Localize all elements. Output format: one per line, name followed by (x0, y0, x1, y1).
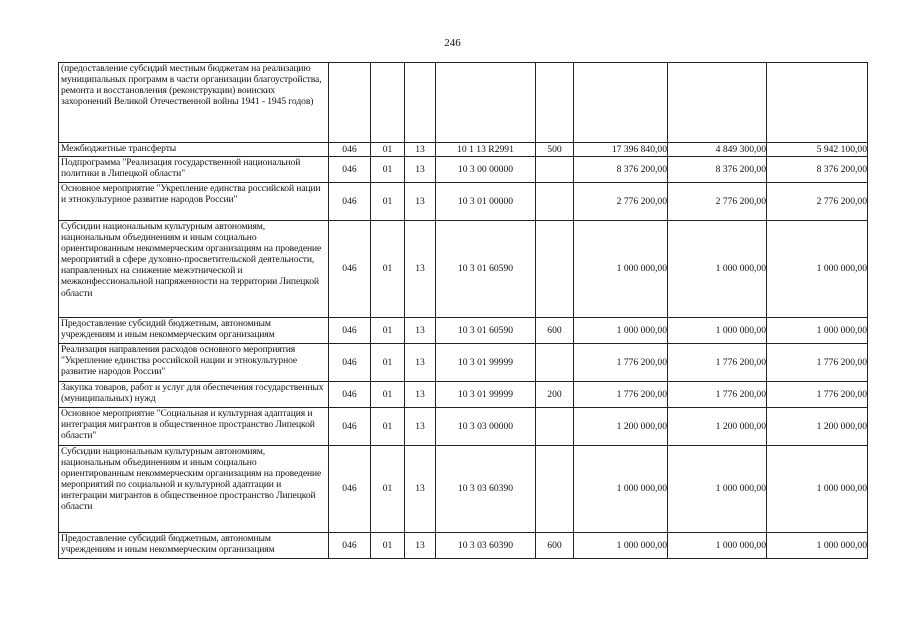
cell-sum-1: 1 000 000,00 (574, 221, 668, 318)
cell-name: Субсидии национальным культурным автономиям, национальным объединениям и иным социально ориентированным некоммерческим организациям на проведение мероприятий по социальной и культурной адаптации и интеграции мигрантов в общественное пространство Липецкой области (59, 446, 329, 533)
cell-subsection (405, 63, 436, 143)
cell-ministry-code: 046 (329, 221, 371, 318)
cell-sum-2: 4 849 300,00 (668, 143, 767, 157)
cell-ministry-code: 046 (329, 143, 371, 157)
cell-sum-1: 1 776 200,00 (574, 344, 668, 382)
cell-expense-type (536, 408, 574, 446)
cell-target-article: 10 3 01 60590 (436, 318, 536, 344)
cell-sum-3: 1 000 000,00 (767, 446, 868, 533)
cell-subsection: 13 (405, 221, 436, 318)
cell-expense-type: 600 (536, 533, 574, 559)
cell-expense-type: 600 (536, 318, 574, 344)
cell-name: (предоставление субсидий местным бюджетам на реализацию муниципальных программ в части организации благоустройства, ремонта и восстановления (реконструкции) воинских захоронений Великой Отечественной войны 1941 - 1945 годов) (59, 63, 329, 143)
cell-target-article: 10 3 03 60390 (436, 533, 536, 559)
cell-subsection: 13 (405, 446, 436, 533)
cell-section (371, 63, 405, 143)
cell-expense-type: 200 (536, 382, 574, 408)
table-row (59, 157, 868, 183)
cell-ministry-code: 046 (329, 408, 371, 446)
cell-name: Межбюджетные трансферты (59, 143, 329, 157)
cell-sum-1: 17 396 840,00 (574, 143, 668, 157)
cell-subsection: 13 (405, 143, 436, 157)
cell-sum-1: 1 776 200,00 (574, 382, 668, 408)
cell-expense-type (536, 157, 574, 183)
table-row (59, 183, 868, 221)
cell-sum-3: 1 776 200,00 (767, 344, 868, 382)
cell-target-article (436, 63, 536, 143)
cell-sum-2: 1 776 200,00 (668, 382, 767, 408)
cell-sum-1: 1 000 000,00 (574, 318, 668, 344)
cell-ministry-code: 046 (329, 533, 371, 559)
cell-sum-1: 1 200 000,00 (574, 408, 668, 446)
cell-sum-2: 2 776 200,00 (668, 183, 767, 221)
cell-sum-2: 8 376 200,00 (668, 157, 767, 183)
cell-name: Основное мероприятие "Укрепление единства российской нации и этнокультурное развитие народов России" (59, 183, 329, 221)
cell-subsection: 13 (405, 382, 436, 408)
cell-section: 01 (371, 446, 405, 533)
cell-ministry-code: 046 (329, 382, 371, 408)
cell-name: Реализация направления расходов основного мероприятия "Укрепление единства российской нации и этнокультурное развитие народов России" (59, 344, 329, 382)
cell-sum-3 (767, 63, 868, 143)
cell-target-article: 10 3 03 60390 (436, 446, 536, 533)
cell-name: Закупка товаров, работ и услуг для обеспечения государственных (муниципальных) нужд (59, 382, 329, 408)
table-row (59, 63, 868, 143)
cell-sum-2: 1 000 000,00 (668, 533, 767, 559)
cell-section: 01 (371, 183, 405, 221)
cell-subsection: 13 (405, 157, 436, 183)
cell-target-article: 10 3 01 60590 (436, 221, 536, 318)
cell-expense-type (536, 221, 574, 318)
cell-target-article: 10 3 01 00000 (436, 183, 536, 221)
table-row (59, 221, 868, 318)
table-row (59, 143, 868, 157)
cell-sum-2: 1 000 000,00 (668, 221, 767, 318)
cell-expense-type: 500 (536, 143, 574, 157)
cell-sum-3: 1 200 000,00 (767, 408, 868, 446)
cell-subsection: 13 (405, 318, 436, 344)
cell-target-article: 10 3 01 99999 (436, 382, 536, 408)
cell-ministry-code: 046 (329, 344, 371, 382)
cell-sum-2: 1 000 000,00 (668, 318, 767, 344)
cell-sum-3: 8 376 200,00 (767, 157, 868, 183)
cell-section: 01 (371, 318, 405, 344)
cell-ministry-code: 046 (329, 157, 371, 183)
cell-target-article: 10 1 13 R2991 (436, 143, 536, 157)
cell-target-article: 10 3 00 00000 (436, 157, 536, 183)
cell-sum-1 (574, 63, 668, 143)
cell-section: 01 (371, 143, 405, 157)
cell-sum-2 (668, 63, 767, 143)
cell-sum-2: 1 776 200,00 (668, 344, 767, 382)
table-row (59, 408, 868, 446)
cell-section: 01 (371, 344, 405, 382)
cell-sum-3: 1 000 000,00 (767, 318, 868, 344)
cell-sum-1: 8 376 200,00 (574, 157, 668, 183)
cell-name: Субсидии национальным культурным автономиям, национальным объединениям и иным социально ориентированным некоммерческим организациям на проведение мероприятий в сфере духовно-просветительской деятельности, направленных на снижение межэтнической и межконфессиональной напряженности на территории Липецкой области (59, 221, 329, 318)
cell-sum-3: 1 000 000,00 (767, 533, 868, 559)
cell-sum-3: 5 942 100,00 (767, 143, 868, 157)
cell-sum-1: 2 776 200,00 (574, 183, 668, 221)
cell-target-article: 10 3 01 99999 (436, 344, 536, 382)
cell-sum-1: 1 000 000,00 (574, 446, 668, 533)
cell-ministry-code: 046 (329, 183, 371, 221)
table-row (59, 382, 868, 408)
cell-sum-2: 1 000 000,00 (668, 446, 767, 533)
cell-name: Предоставление субсидий бюджетным, автономным учреждениям и иным некоммерческим организациям (59, 533, 329, 559)
table-row (59, 318, 868, 344)
cell-expense-type (536, 183, 574, 221)
budget-table (58, 62, 868, 559)
cell-sum-3: 1 000 000,00 (767, 221, 868, 318)
cell-section: 01 (371, 533, 405, 559)
table-row (59, 344, 868, 382)
table-row (59, 533, 868, 559)
cell-name: Подпрограмма "Реализация государственной национальной политики в Липецкой области" (59, 157, 329, 183)
cell-ministry-code (329, 63, 371, 143)
table-row (59, 446, 868, 533)
cell-subsection: 13 (405, 408, 436, 446)
cell-ministry-code: 046 (329, 318, 371, 344)
page-number: 246 (444, 37, 461, 49)
cell-expense-type (536, 344, 574, 382)
cell-subsection: 13 (405, 344, 436, 382)
cell-ministry-code: 046 (329, 446, 371, 533)
cell-section: 01 (371, 382, 405, 408)
cell-sum-2: 1 200 000,00 (668, 408, 767, 446)
cell-expense-type (536, 446, 574, 533)
cell-section: 01 (371, 157, 405, 183)
cell-section: 01 (371, 221, 405, 318)
cell-name: Предоставление субсидий бюджетным, автономным учреждениям и иным некоммерческим организациям (59, 318, 329, 344)
cell-subsection: 13 (405, 533, 436, 559)
cell-sum-3: 1 776 200,00 (767, 382, 868, 408)
cell-expense-type (536, 63, 574, 143)
cell-section: 01 (371, 408, 405, 446)
cell-subsection: 13 (405, 183, 436, 221)
cell-name: Основное мероприятие "Социальная и культурная адаптация и интеграция мигрантов в общественное пространство Липецкой области" (59, 408, 329, 446)
cell-target-article: 10 3 03 00000 (436, 408, 536, 446)
cell-sum-1: 1 000 000,00 (574, 533, 668, 559)
cell-sum-3: 2 776 200,00 (767, 183, 868, 221)
